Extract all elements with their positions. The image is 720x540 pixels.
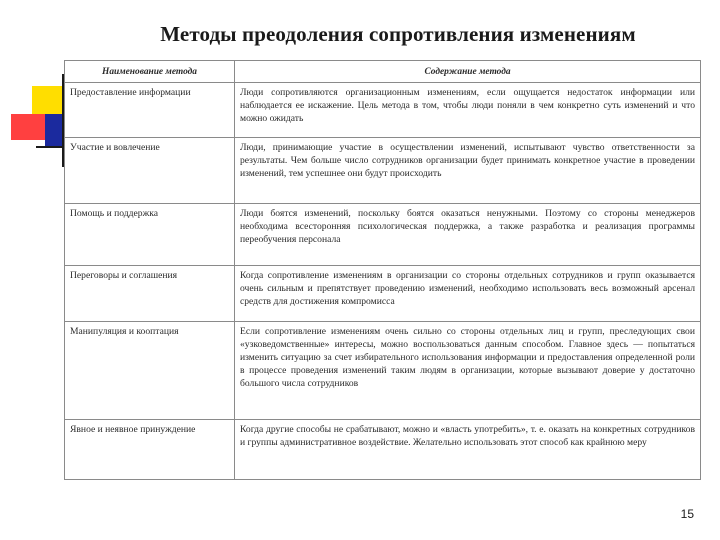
method-content-cell: Люди боятся изменений, поскольку боятся оказаться ненужными. Поэтому со стороны менеджеров необходима всесторонняя психологическая поддержка, а также разработка и реализация программы переобучения персонала [235, 204, 701, 266]
method-content-cell: Когда другие способы не срабатывают, можно и «власть употребить», т. е. оказать на конкретных сотрудников и группы административное воздействие. Желательно использовать этот способ как крайнюю меру [235, 420, 701, 480]
method-name-cell: Переговоры и соглашения [65, 266, 235, 322]
decorative-yellow-square [32, 86, 63, 116]
method-content-cell: Если сопротивление изменениям очень сильно со стороны отдельных лиц и групп, преследующих свои «узковедомственные» интересы, можно воспользоваться данным способом. Главное здесь — попытаться изменить ситуацию за счет избирательного использования информации и предоставления определенной роли в процессе проведения изменений таким людям в организации, которые вызывают доверие у достаточно большого числа сотрудников [235, 322, 701, 420]
table-row [65, 322, 701, 420]
table-row [65, 204, 701, 266]
method-name-cell: Помощь и поддержка [65, 204, 235, 266]
slide-title: Методы преодоления сопротивления изменениям [160, 22, 636, 46]
table-row [65, 266, 701, 322]
method-name-cell: Манипуляция и кооптация [65, 322, 235, 420]
method-content-cell: Люди, принимающие участие в осуществлении изменений, испытывают чувство ответственности за результаты. Чем больше число сотрудников организации будет принимать конкретное участие в проведении изменений, тем успешнее они будут происходить [235, 138, 701, 204]
page-number: 15 [680, 507, 694, 521]
decorative-horizontal-line [36, 146, 65, 148]
method-name-cell: Явное и неявное принуждение [65, 420, 235, 480]
methods-table [64, 60, 701, 480]
methods-table-container [64, 60, 700, 480]
method-content-cell: Люди сопротивляются организационным изменениям, если ощущается недостаток информации или наблюдается ее искажение. Цель метода в том, чтобы люди поняли в чем конкретно суть изменений и что можно ожидать [235, 83, 701, 138]
method-content-cell: Когда сопротивление изменениям в организации со стороны отдельных сотрудников и групп оказывается очень сильным и препятствует проведению изменений, необходимо использовать весь возможный арсенал средств для достижения компромисса [235, 266, 701, 322]
header-method-name: Наименование метода [65, 61, 235, 83]
table-row [65, 83, 701, 138]
header-method-content: Содержание метода [235, 61, 701, 83]
table-row [65, 138, 701, 204]
table-row [65, 420, 701, 480]
method-name-cell: Участие и вовлечение [65, 138, 235, 204]
method-name-cell: Предоставление информации [65, 83, 235, 138]
table-header-row [65, 61, 701, 83]
